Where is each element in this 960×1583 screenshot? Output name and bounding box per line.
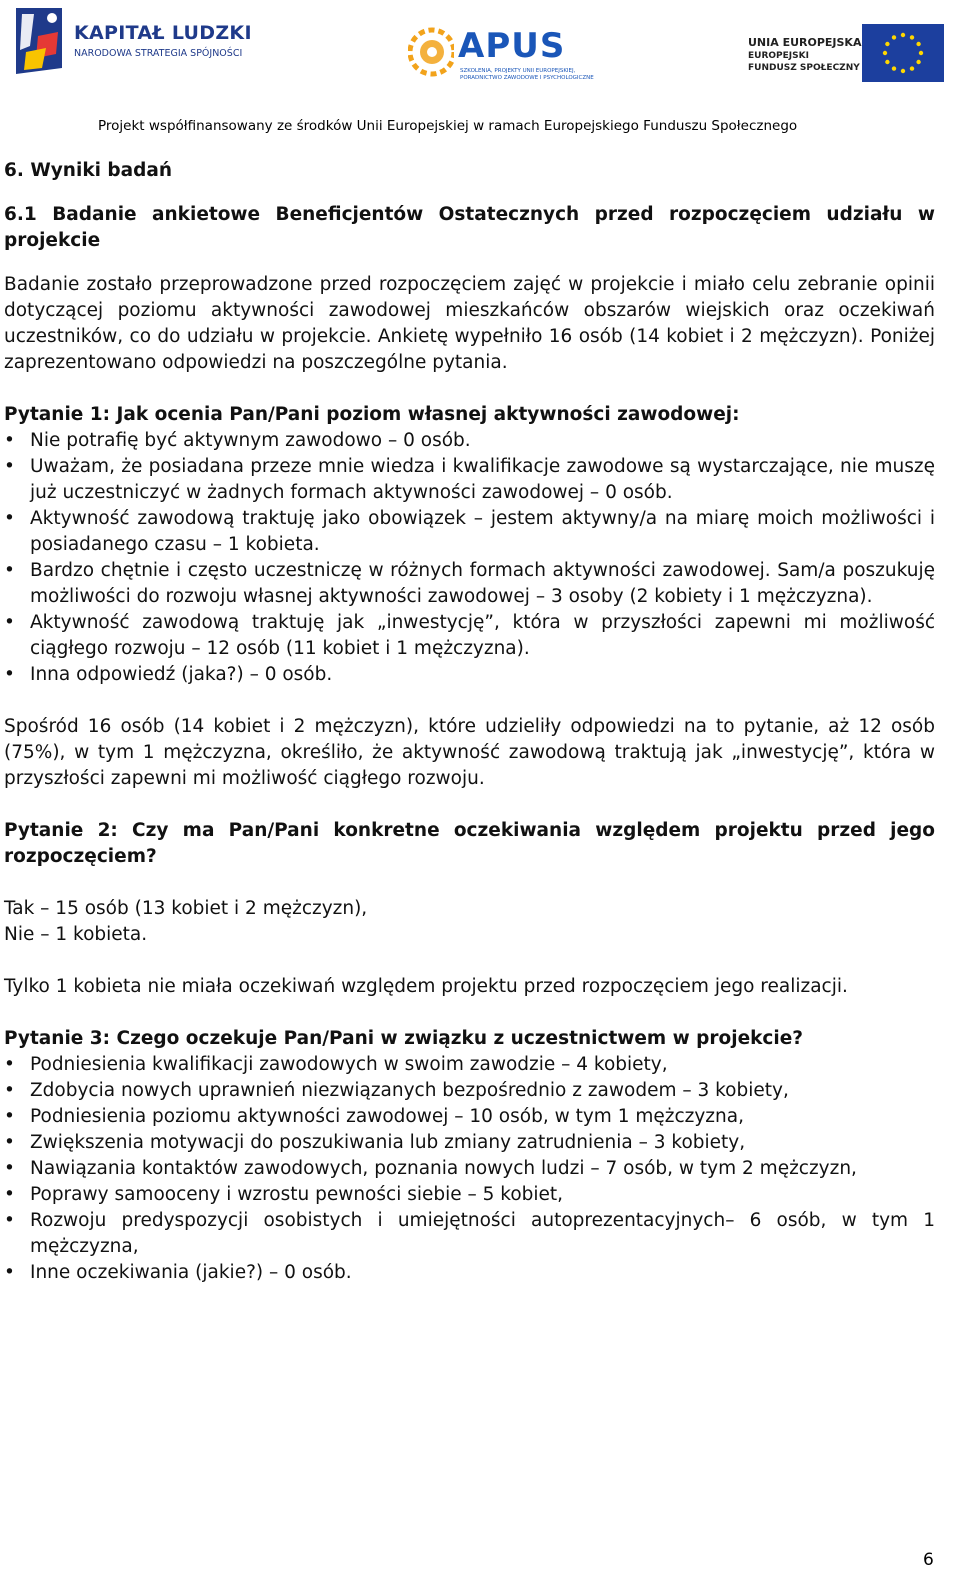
question-2-answers bbox=[4, 896, 935, 948]
kapital-ludzki-title: KAPITAŁ LUDZKI bbox=[74, 22, 252, 44]
list-item: • Zwiększenia motywacji do poszukiwania lub zmiany zatrudnienia – 3 kobiety, bbox=[4, 1130, 935, 1156]
cofinancing-note: Projekt współfinansowany ze środków Unii Europejskiej w ramach Europejskiego Funduszu Społecznego bbox=[98, 118, 798, 134]
document-body bbox=[4, 158, 935, 1312]
eu-logo-text bbox=[748, 36, 861, 73]
apus-logo bbox=[408, 18, 594, 88]
list-item: • Inne oczekiwania (jakie?) – 0 osób. bbox=[4, 1260, 935, 1286]
list-item: • Uważam, że posiadana przeze mnie wiedza i kwalifikacje zawodowe są wystarczające, nie muszę już uczestniczyć w żadnych formach aktywności zawodowej – 0 osób. bbox=[4, 454, 935, 506]
list-item: • Aktywność zawodową traktuję jako obowiązek – jestem aktywny/a na miarę moich możliwości i posiadanego czasu – 1 kobieta. bbox=[4, 506, 935, 558]
list-item: • Zdobycia nowych uprawnień niezwiązanych bezpośrednio z zawodem – 3 kobiety, bbox=[4, 1078, 935, 1104]
apus-subtitle bbox=[460, 68, 594, 81]
list-item: • Aktywność zawodową traktuję jak „inwestycję”, która w przyszłości zapewni mi możliwość ciągłego rozwoju – 12 osób (11 kobiet i 1 mężczyzna). bbox=[4, 610, 935, 662]
apus-title: APUS bbox=[458, 26, 566, 66]
question-3-answers bbox=[4, 1052, 935, 1286]
section-heading: 6. Wyniki badań bbox=[4, 160, 173, 181]
list-item: • Poprawy samooceny i wzrostu pewności siebie – 5 kobiet, bbox=[4, 1182, 935, 1208]
list-item: • Podniesienia kwalifikacji zawodowych w swoim zawodzie – 4 kobiety, bbox=[4, 1052, 935, 1078]
question-3-title: Pytanie 3: Czego oczekuje Pan/Pani w związku z uczestnictwem w projekcie? bbox=[4, 1028, 804, 1049]
list-item: • Nawiązania kontaktów zawodowych, poznania nowych ludzi – 7 osób, w tym 2 mężczyzn, bbox=[4, 1156, 935, 1182]
eu-logo-line-3: FUNDUSZ SPOŁECZNY bbox=[748, 63, 860, 73]
eu-logo-line-1: UNIA EUROPEJSKA bbox=[748, 36, 862, 49]
kapital-ludzki-subtitle: NARODOWA STRATEGIA SPÓJNOŚCI bbox=[74, 48, 243, 59]
subsection-heading: 6.1 Badanie ankietowe Beneficjentów Ostatecznych przed rozpoczęciem udziału w projekcie bbox=[4, 204, 935, 251]
intro-paragraph: Badanie zostało przeprowadzone przed rozpoczęciem zajęć w projekcie i miało celu zebranie opinii dotyczącej poziomu aktywności zawodowej mieszkańców obszarów wiejskich oraz oczekiwań uczestników, co do udziału w projekcie. Ankietę wypełniło 16 osób (14 kobiet i 2 mężczyzn). Poniżej zaprezentowano odpowiedzi na poszczególne pytania. bbox=[4, 274, 935, 373]
apus-subtitle-line-1: SZKOLENIA, PROJEKTY UNII EUROPEJSKIEJ, bbox=[460, 68, 576, 74]
question-1-title: Pytanie 1: Jak ocenia Pan/Pani poziom własnej aktywności zawodowej: bbox=[4, 404, 740, 425]
question-1-summary: Spośród 16 osób (14 kobiet i 2 mężczyzn), które udzieliły odpowiedzi na to pytanie, aż 12 osób (75%), w tym 1 mężczyzna, określiło, że aktywność zawodową traktują jak „inwestycję”, która w przyszłości zapewni mi możliwość ciągłego rozwoju. bbox=[4, 716, 935, 789]
question-1-answers bbox=[4, 428, 935, 688]
kapital-ludzki-logo bbox=[12, 6, 252, 84]
question-2-title: Pytanie 2: Czy ma Pan/Pani konkretne oczekiwania względem projektu przed jego rozpoczęciem? bbox=[4, 820, 935, 867]
question-2-answer-yes: Tak – 15 osób (13 kobiet i 2 mężczyzn), bbox=[4, 898, 368, 919]
eu-flag-icon bbox=[862, 24, 944, 82]
apus-subtitle-line-2: PORADNICTWO ZAWODOWE I PSYCHOLOGICZNE bbox=[460, 74, 594, 81]
list-item: • Inna odpowiedź (jaka?) – 0 osób. bbox=[4, 662, 935, 688]
question-2-summary: Tylko 1 kobieta nie miała oczekiwań względem projektu przed rozpoczęciem jego realizacji. bbox=[4, 976, 848, 997]
page-header bbox=[0, 0, 960, 134]
list-item: • Nie potrafię być aktywnym zawodowo – 0 osób. bbox=[4, 428, 935, 454]
question-2-answer-no: Nie – 1 kobieta. bbox=[4, 924, 148, 945]
list-item: • Bardzo chętnie i często uczestniczę w różnych formach aktywności zawodowej. Sam/a poszukuję możliwości do rozwoju własnej aktywności zawodowej – 3 osoby (2 kobiety i 1 mężczyzna). bbox=[4, 558, 935, 610]
eu-logo-line-2: EUROPEJSKI bbox=[748, 51, 809, 61]
apus-emblem-icon bbox=[408, 22, 454, 82]
list-item: • Rozwoju predyspozycji osobistych i umiejętności autoprezentacyjnych– 6 osób, w tym 1 mężczyzna, bbox=[4, 1208, 935, 1260]
page-number: 6 bbox=[923, 1550, 934, 1570]
kapital-ludzki-emblem-icon bbox=[12, 6, 66, 76]
eu-logo bbox=[740, 14, 950, 92]
list-item: • Podniesienia poziomu aktywności zawodowej – 10 osób, w tym 1 mężczyzna, bbox=[4, 1104, 935, 1130]
